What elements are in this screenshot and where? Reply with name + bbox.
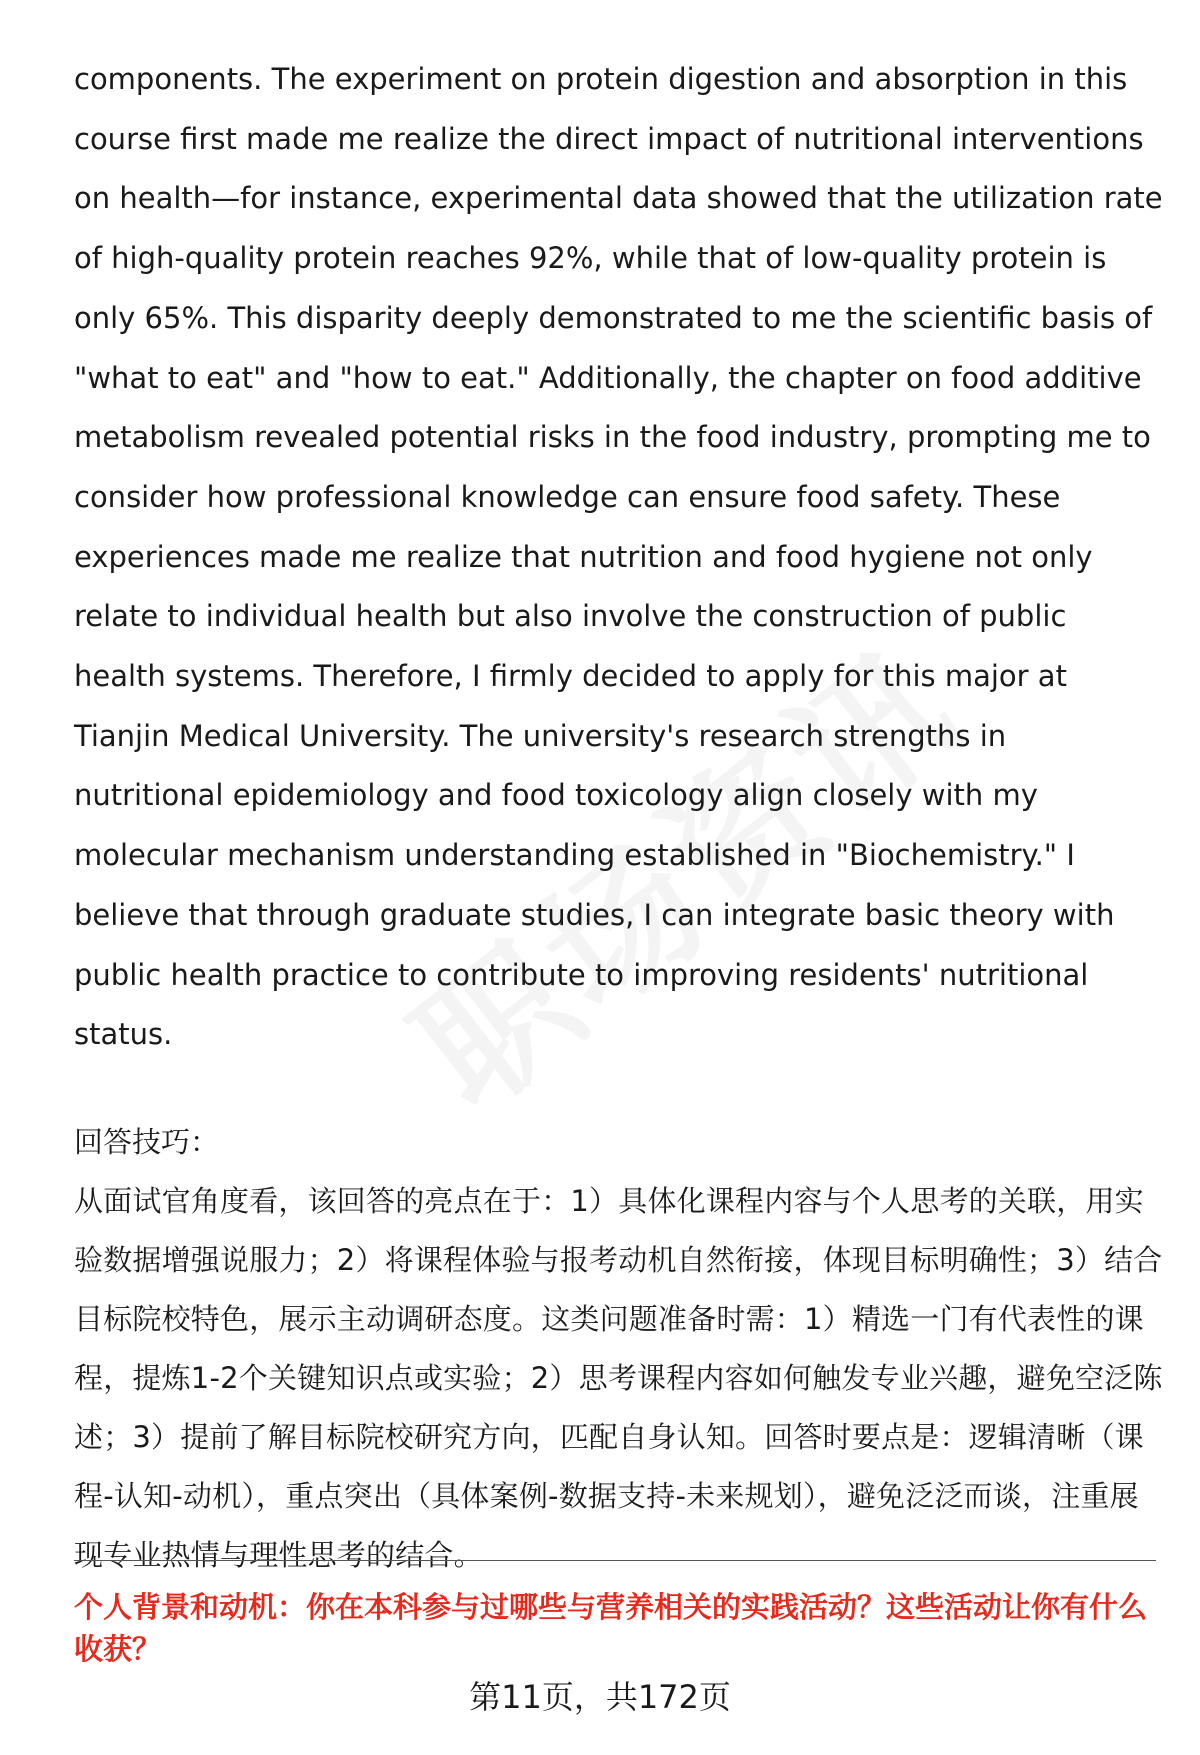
next-question-heading: 个人背景和动机：你在本科参与过哪些与营养相关的实践活动？这些活动让你有什么收获？ bbox=[74, 1590, 1148, 1666]
answer-paragraph: components. The experiment on protein digestion and absorption in this course first made me realize the direct impact of nutritional interventions on health—for instance, experimental data showed that the utilization rate of high-quality protein reaches 92%, while that of low-quality protein is only 65%. This disparity deeply demonstrated to me the scientific basis of "what to eat" and "how to eat." Additionally, the chapter on food additive metabolism revealed potential risks in the food industry, prompting me to consider how professional knowledge can ensure food safety. These experiences made me realize that nutrition and food hygiene not only relate to individual health but also involve the construction of public health systems. Therefore, I firmly decided to apply for this major at Tianjin Medical University. The university's research strengths in nutritional epidemiology and food toxicology align closely with my molecular mechanism understanding established in "Biochemistry." I believe that through graduate studies, I can integrate basic theory with public health practice to contribute to improving residents' nutritional status. bbox=[74, 62, 1163, 1052]
page-content bbox=[74, 50, 1164, 1585]
tips-body: 从面试官角度看，该回答的亮点在于：1）具体化课程内容与个人思考的关联，用实验数据增强说服力；2）将课程体验与报考动机自然衔接，体现目标明确性；3）结合目标院校特色，展示主动调研态度。这类问题准备时需：1）精选一门有代表性的课程，提炼1-2个关键知识点或实验；2）思考课程内容如何触发专业兴趣，避免空泛陈述；3）提前了解目标院校研究方向，匹配自身认知。回答时要点是：逻辑清晰（课程-认知-动机），重点突出（具体案例-数据支持-未来规划），避免泛泛而谈，注重展现专业热情与理性思考的结合。 bbox=[74, 1183, 1163, 1572]
tips-label: 回答技巧： bbox=[74, 1124, 220, 1159]
page-footer: 第11页，共172页 bbox=[469, 1678, 731, 1716]
section-divider bbox=[74, 1560, 1156, 1561]
